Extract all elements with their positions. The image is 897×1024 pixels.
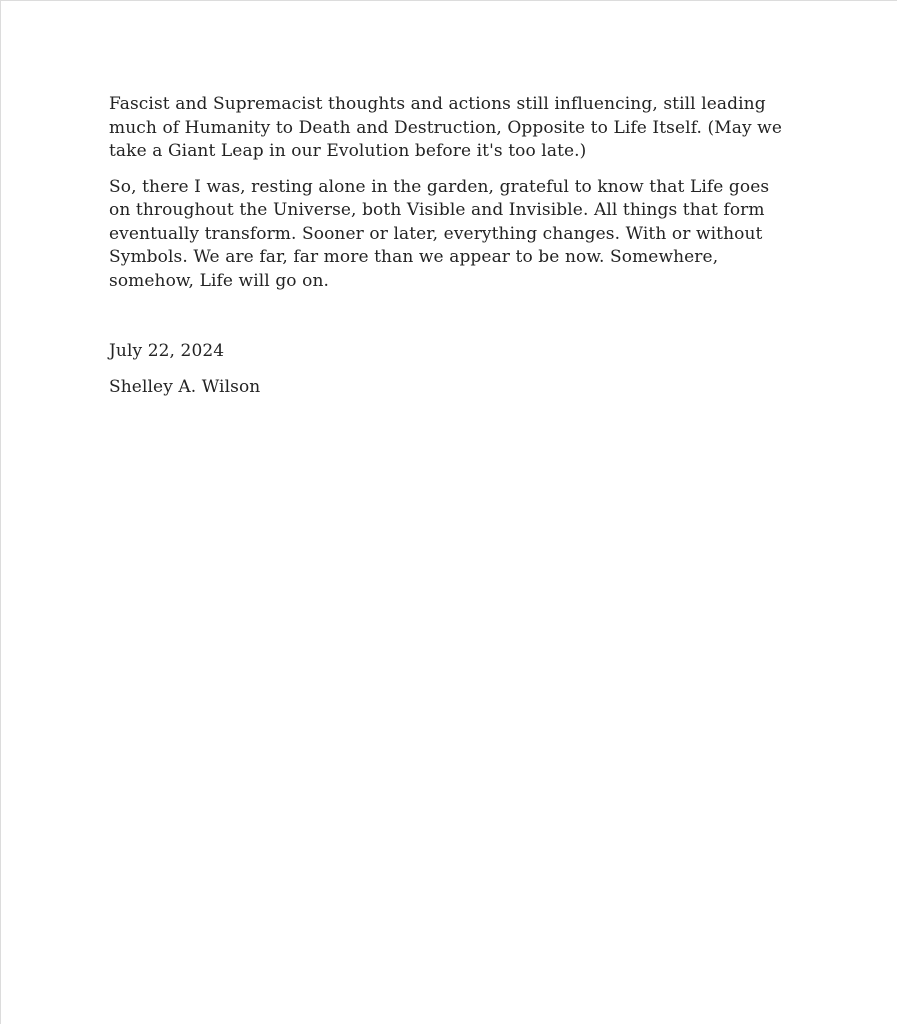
document-text-block bbox=[109, 93, 793, 399]
paragraph-fascist-supremacist: Fascist and Supremacist thoughts and actions still influencing, still leading much of Humanity to Death and Destruction, Opposite to Life Itself. (May we take a Giant Leap in our Evolution before it's too late.) bbox=[109, 94, 782, 161]
document-author-signature: Shelley A. Wilson bbox=[109, 376, 261, 397]
paragraph-garden-reflection: So, there I was, resting alone in the garden, grateful to know that Life goes on throughout the Universe, both Visible and Invisible. All things that form eventually transform. Sooner or later, everything changes. With or without Symbols. We are far, far more than we appear to be now. Somewhere, somehow, Life will go on. bbox=[109, 176, 770, 291]
document-date: July 22, 2024 bbox=[109, 341, 225, 361]
